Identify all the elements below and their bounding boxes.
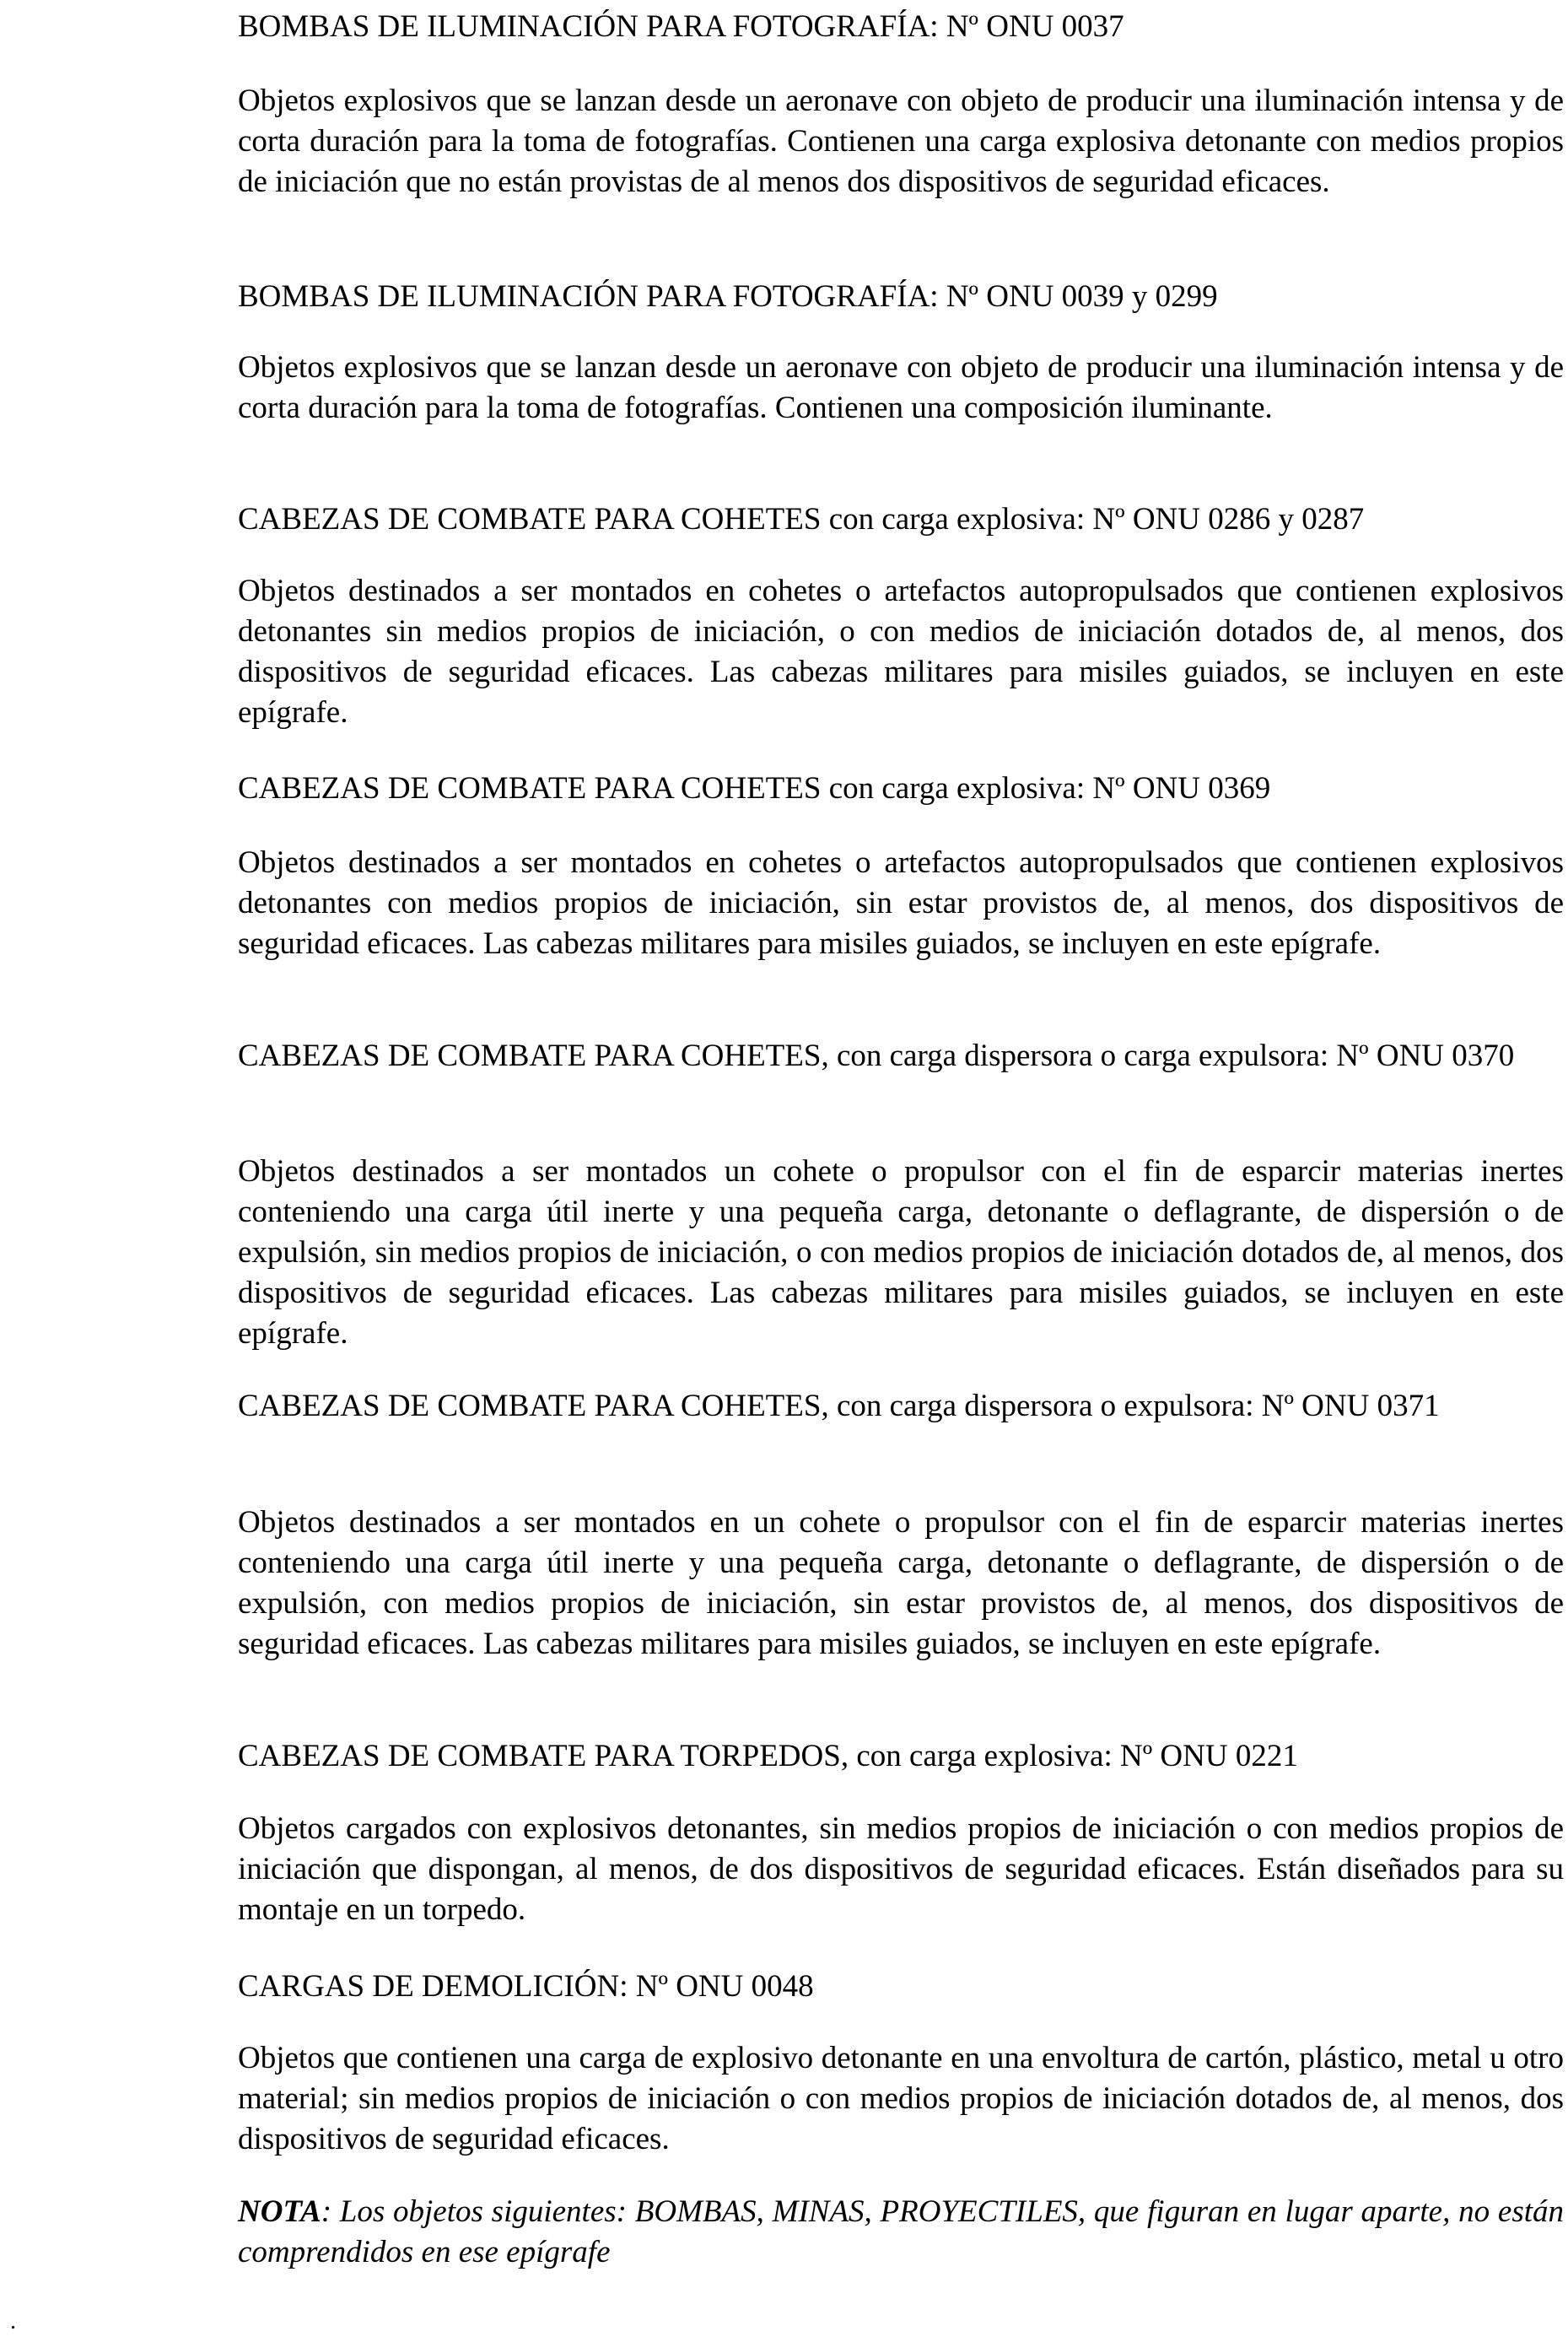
section-body: Objetos que contienen una carga de explosivo detonante en una envoltura de cartón, plástico, metal u otro material; sin medios propios de iniciación o con medios propios de iniciación dotados de, al menos, dos dispositivos de seguridad eficaces. xyxy=(238,2041,1564,2156)
section-heading: BOMBAS DE ILUMINACIÓN PARA FOTOGRAFÍA: Nº ONU 0037 xyxy=(238,9,1124,44)
nota-text: : Los objetos siguientes: BOMBAS, MINAS, PROYECTILES, que figuran en lugar aparte, no están comprendidos en ese epígrafe xyxy=(238,2194,1564,2269)
section-heading: CABEZAS DE COMBATE PARA COHETES con carga explosiva: Nº ONU 0286 y 0287 xyxy=(238,502,1365,537)
section-body: Objetos destinados a ser montados en cohetes o artefactos autopropulsados que contienen explosivos detonantes sin medios propios de iniciación, o con medios de iniciación dotados de, al menos, dos dispositivos de seguridad eficaces. Las cabezas militares para misiles guiados, se incluyen en este epígrafe. xyxy=(238,574,1564,730)
section-heading: CABEZAS DE COMBATE PARA COHETES con carga explosiva: Nº ONU 0369 xyxy=(238,771,1271,806)
section-body: Objetos cargados con explosivos detonantes, sin medios propios de iniciación o con medios propios de iniciación que dispongan, al menos, de dos dispositivos de seguridad eficaces. Están diseñados para su montaje en un torpedo. xyxy=(238,1811,1564,1927)
section-heading: BOMBAS DE ILUMINACIÓN PARA FOTOGRAFÍA: Nº ONU 0039 y 0299 xyxy=(238,279,1218,314)
section-body: Objetos destinados a ser montados en cohetes o artefactos autopropulsados que contienen explosivos detonantes con medios propios de iniciación, sin estar provistos de, al menos, dos dispositivos de seguridad eficaces. Las cabezas militares para misiles guiados, se incluyen en este epígrafe. xyxy=(238,845,1564,961)
section-heading: CARGAS DE DEMOLICIÓN: Nº ONU 0048 xyxy=(238,1969,814,2004)
section-body: Objetos explosivos que se lanzan desde un aeronave con objeto de producir una iluminación intensa y de corta duración para la toma de fotografías. Contienen una carga explosiva detonante con medios propios de iniciación que no están provistas de al menos dos dispositivos de seguridad eficaces. xyxy=(238,84,1564,199)
section-body: Objetos destinados a ser montados un cohete o propulsor con el fin de esparcir materias inertes conteniendo una carga útil inerte y una pequeña carga, detonante o deflagrante, de dispersión o de expulsión, sin medios propios de iniciación, o con medios propios de iniciación dotados de, al menos, dos dispositivos de seguridad eficaces. Las cabezas militares para misiles guiados, se incluyen en este epígrafe. xyxy=(238,1154,1564,1351)
nota-label: NOTA xyxy=(238,2194,321,2229)
nota-paragraph xyxy=(238,2192,1564,2273)
section-heading: CABEZAS DE COMBATE PARA TORPEDOS, con carga explosiva: Nº ONU 0221 xyxy=(238,1739,1298,1773)
section-heading: CABEZAS DE COMBATE PARA COHETES, con carga dispersora o expulsora: Nº ONU 0371 xyxy=(238,1389,1440,1423)
section-body: Objetos destinados a ser montados en un cohete o propulsor con el fin de esparcir materias inertes conteniendo una carga útil inerte y una pequeña carga, detonante o deflagrante, de dispersión o de expulsión, con medios propios de iniciación, sin estar provistos de, al menos, dos dispositivos de seguridad eficaces. Las cabezas militares para misiles guiados, se incluyen en este epígrafe. xyxy=(238,1505,1564,1661)
section-body: Objetos explosivos que se lanzan desde un aeronave con objeto de producir una iluminación intensa y de corta duración para la toma de fotografías. Contienen una composición iluminante. xyxy=(238,350,1564,425)
section-heading: CABEZAS DE COMBATE PARA COHETES, con carga dispersora o carga expulsora: Nº ONU 0370 xyxy=(238,1039,1515,1073)
footer-mark: . xyxy=(10,2308,16,2334)
